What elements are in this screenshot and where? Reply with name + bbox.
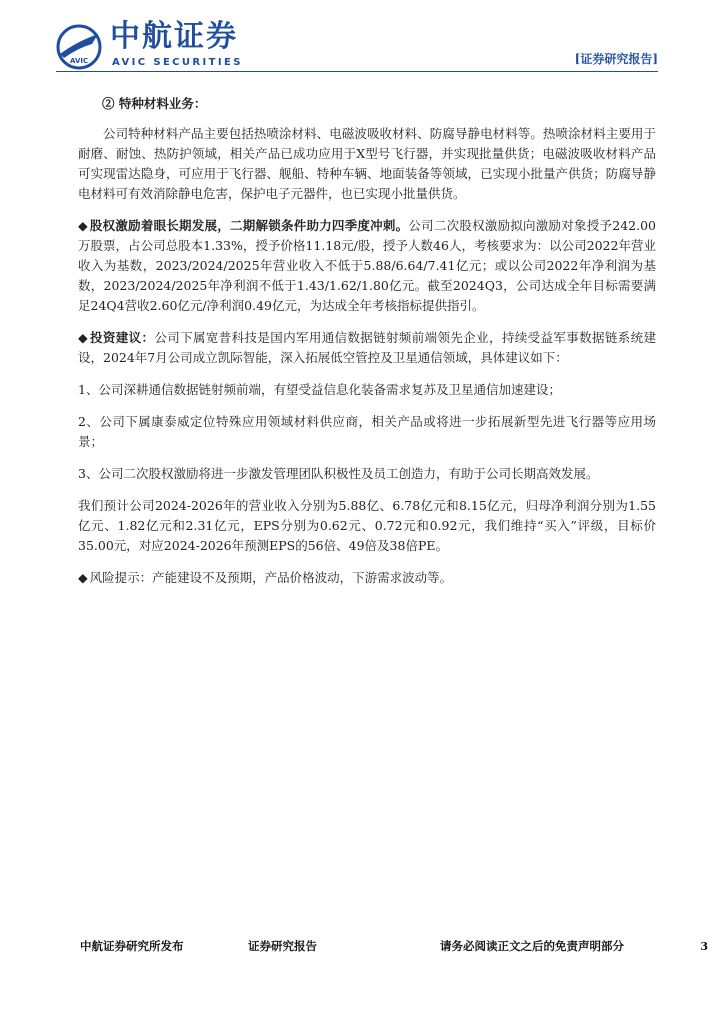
footer-disclaimer: 请务必阅读正文之后的免责声明部分 (440, 939, 624, 953)
equity-incentive-headline: 股权激励着眼长期发展，二期解锁条件助力四季度冲刺。 (89, 218, 409, 233)
list-item: 2、公司下属康泰威定位特殊应用领域材料供应商，相关产品或将进一步拓展新型先进飞行器等应用场景； (78, 414, 656, 449)
avic-logo-icon (56, 24, 102, 70)
page-header (0, 0, 724, 78)
diamond-bullet-icon: ◆ (78, 570, 88, 585)
page-footer (0, 930, 724, 960)
paragraph-investment-advice (78, 328, 656, 368)
paragraph-risk (78, 568, 656, 588)
diamond-bullet-icon: ◆ (78, 218, 88, 233)
section-title-special-materials: ② 特种材料业务： (102, 96, 207, 111)
paragraph-equity-incentive (78, 216, 656, 316)
footer-report-type: 证券研究报告 (248, 939, 317, 953)
risk-text: 风险提示：产能建设不及预期，产品价格波动，下游需求波动等。 (89, 570, 453, 585)
header-divider (56, 71, 658, 72)
equity-incentive-text: 公司二次股权激励拟向激励对象授予242.00万股票，占公司总股本1.33%，授予价格11.18元/股，授予人数46人，考核要求为：以公司2022年营业收入为基数，2023/2024/2025年营业收入不低于5.88/6.64/7.41亿元；或以公司2022年净利润为基数，2023/2024/2025年净利润不低于1.43/1.62/1.80亿元。截至2024Q3，公司达成全年目标需要满足24Q4营收2.60亿元/净利润0.49亿元，为达成全年考核指标提供指引。 (78, 218, 656, 313)
svg-text:AVIC: AVIC (70, 57, 89, 65)
brand-name-en: AVIC SECURITIES (112, 57, 243, 68)
diamond-bullet-icon: ◆ (78, 330, 88, 345)
investment-advice-label: 投资建议： (90, 330, 155, 345)
report-type-tag: [证券研究报告] (574, 52, 658, 66)
paragraph-forecast: 我们预计公司2024-2026年的营业收入分别为5.88亿、6.78亿元和8.15亿元，归母净利润分别为1.55亿元、1.82亿元和2.31亿元，EPS分别为0.62元、0.72元和0.92元，我们维持“买入”评级，目标价35.00元，对应2024-2026年预测EPS的56倍、49倍及38倍PE。 (78, 498, 656, 553)
brand-name-cn: 中航证券 (110, 19, 238, 54)
page-number: 3 (700, 940, 708, 953)
list-item: 3、公司二次股权激励将进一步激发管理团队积极性及员工创造力，有助于公司长期高效发展。 (78, 466, 599, 481)
report-body (78, 94, 656, 600)
paragraph-special-materials: 公司特种材料产品主要包括热喷涂材料、电磁波吸收材料、防腐导静电材料等。热喷涂材料主要用于耐磨、耐蚀、热防护领域，相关产品已成功应用于X型号飞行器，并实现批量供货；电磁波吸收材料产品可实现雷达隐身，可应用于飞行器、舰船、特种车辆、地面装备等领域，已实现小批量产供货；防腐导静电材料可有效消除静电危害，保护电子元器件，也已实现小批量供货。 (78, 126, 656, 201)
list-item: 1、公司深耕通信数据链射频前端，有望受益信息化装备需求复苏及卫星通信加速建设； (78, 382, 561, 397)
investment-advice-text: 公司下属宽普科技是国内军用通信数据链射频前端领先企业，持续受益军事数据链系统建设，2024年7月公司成立凯际智能，深入拓展低空管控及卫星通信领域，具体建议如下： (78, 330, 656, 365)
footer-publisher: 中航证券研究所发布 (80, 939, 184, 953)
